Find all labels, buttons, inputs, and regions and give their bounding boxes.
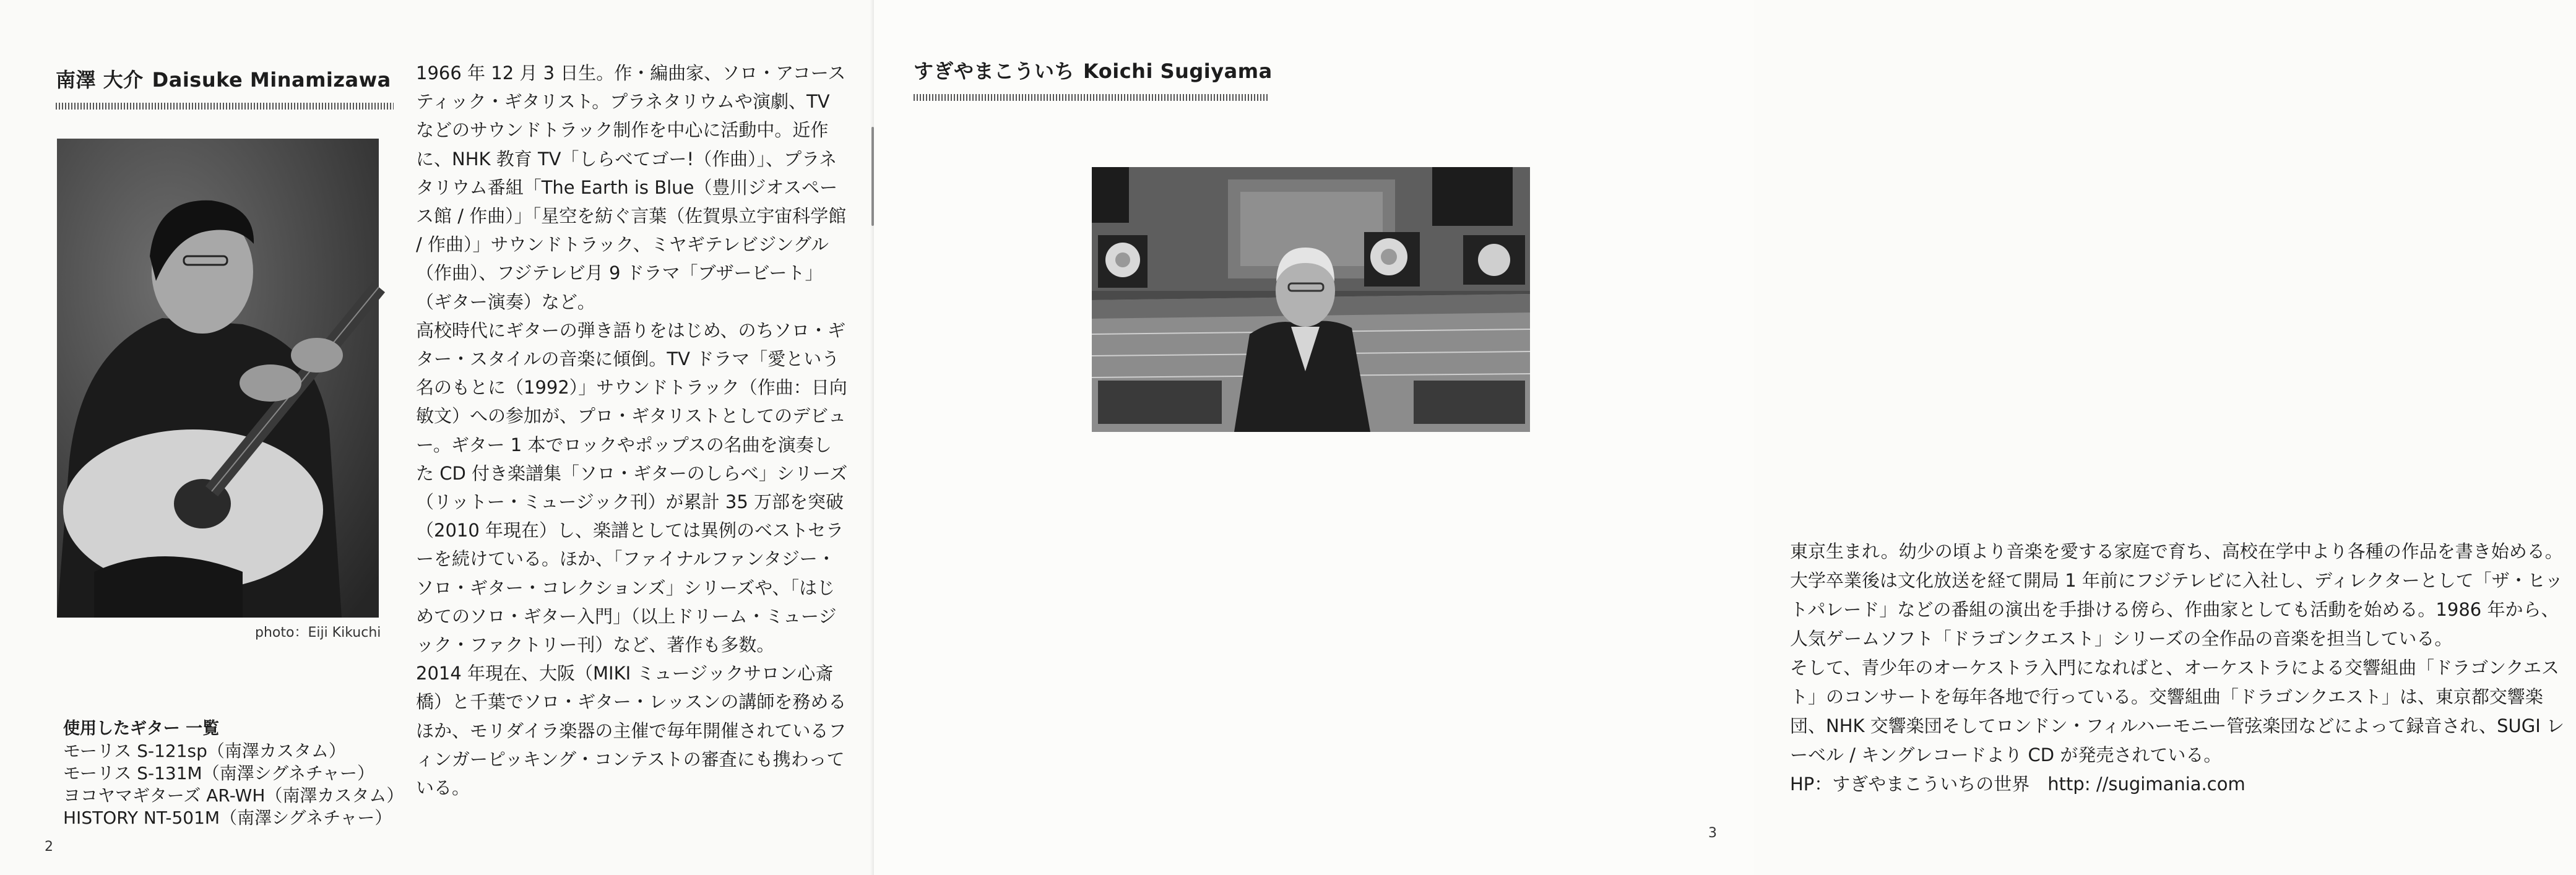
bio-paragraph: そして、青少年のオーケストラ入門になればと、オーケストラによる交響組曲「ドラゴンクエスト」のコンサートを毎年各地で行っている。交響組曲「ドラゴンクエスト」は、東京都交響楽団、NHK 交響楽団そしてロンドン・フィルハーモニー管弦楽団などによって録音され、SUGI レーベル / キングレコードより CD が発売されている。 xyxy=(1790,657,2565,765)
right-page xyxy=(874,0,2565,875)
guitar-list-item: モーリス S-121sp（南澤カスタム） xyxy=(63,741,346,761)
page-number-right: 3 xyxy=(1708,825,1717,841)
heading-dotted-rule xyxy=(56,103,394,110)
artist-name-ja: 南澤 大介 xyxy=(56,68,144,92)
composer-name-heading xyxy=(914,56,1273,84)
homepage-link[interactable]: HP：すぎやまこういちの世界 http: //sugimania.com xyxy=(1790,774,2245,795)
composer-name-en: Koichi Sugiyama xyxy=(1083,59,1273,83)
page-number-left: 2 xyxy=(45,839,53,855)
bio-paragraph: 2014 年現在、大阪（MIKI ミュージックサロン心斎橋）と千葉でソロ・ギター・レッスンの講師を務めるほか、モリダイラ楽器の主催で毎年開催されているフィンガーピッキング・コンテストの審査にも携わっている。 xyxy=(416,663,847,799)
guitar-list-title: 使用したギター 一覧 xyxy=(63,719,220,738)
artist-name-heading xyxy=(56,64,391,93)
guitarist-photo xyxy=(57,139,379,618)
bio-paragraph: 東京生まれ。幼少の頃より音楽を愛する家庭で育ち、高校在学中より各種の作品を書き始める。大学卒業後は文化放送を経て開局 1 年前にフジテレビに入社し、ディレクターとして「ザ・ヒットパレード」などの番組の演出を手掛ける傍ら、作曲家としても活動を始める。1986 年から、人気ゲームソフト「ドラゴンクエスト」シリーズの全作品の音楽を担当している。 xyxy=(1790,541,2563,649)
composer-studio-photo xyxy=(1092,167,1530,432)
bio-paragraph: 高校時代にギターの弾き語りをはじめ、のちソロ・ギター・スタイルの音楽に傾倒。TV ドラマ「愛という名のもとに（1992）」サウンドトラック（作曲：日向敏文）への参加が、プロ・ギタリストとしてのデビュー。ギター 1 本でロックやポップスの名曲を演奏した CD 付き楽譜集「ソロ・ギターのしらべ」シリーズ（リットー・ミュージック刊）が累計 35 万部を突破（2010 年現在）し、楽譜としては異例のベストセラーを続けている。ほか、「ファイナルファンタジー・ソロ・ギター・コレクションズ」シリーズや、「はじめてのソロ・ギター入門」（以上ドリーム・ミュージック・ファクトリー刊）など、著作も多数。 xyxy=(416,319,848,656)
photo-credit-caption: photo：Eiji Kikuchi xyxy=(255,625,381,640)
left-page xyxy=(0,0,874,875)
sugiyama-biography xyxy=(1790,537,2576,799)
heading-dotted-rule xyxy=(914,94,1268,101)
guitar-list-item: ヨコヤマギターズ AR-WH（南澤カスタム） xyxy=(63,785,404,806)
composer-name-ja: すぎやまこういち xyxy=(914,59,1075,83)
minamizawa-biography xyxy=(416,59,849,802)
guitar-list xyxy=(63,740,404,829)
guitar-list-item: HISTORY NT-501M（南澤シグネチャー） xyxy=(63,808,392,828)
bio-paragraph: 1966 年 12 月 3 日生。作・編曲家、ソロ・アコースティック・ギタリスト。プラネタリウムや演劇、TV などのサウンドトラック制作を中心に活動中。近作に、NHK 教育 TV「しらべてゴー!（作曲）」、プラネタリウム番組「The Earth is Blue（豊川ジオスペース館 / 作曲）」「星空を紡ぐ言葉（佐賀県立宇宙科学館 / 作曲）」サウンドトラック、ミヤギテレビジングル（作曲）、フジテレビ月 9 ドラマ「ブザービート」（ギター演奏）など。 xyxy=(416,62,847,312)
guitar-list-item: モーリス S-131M（南澤シグネチャー） xyxy=(63,763,375,783)
artist-name-en: Daisuke Minamizawa xyxy=(152,68,391,92)
